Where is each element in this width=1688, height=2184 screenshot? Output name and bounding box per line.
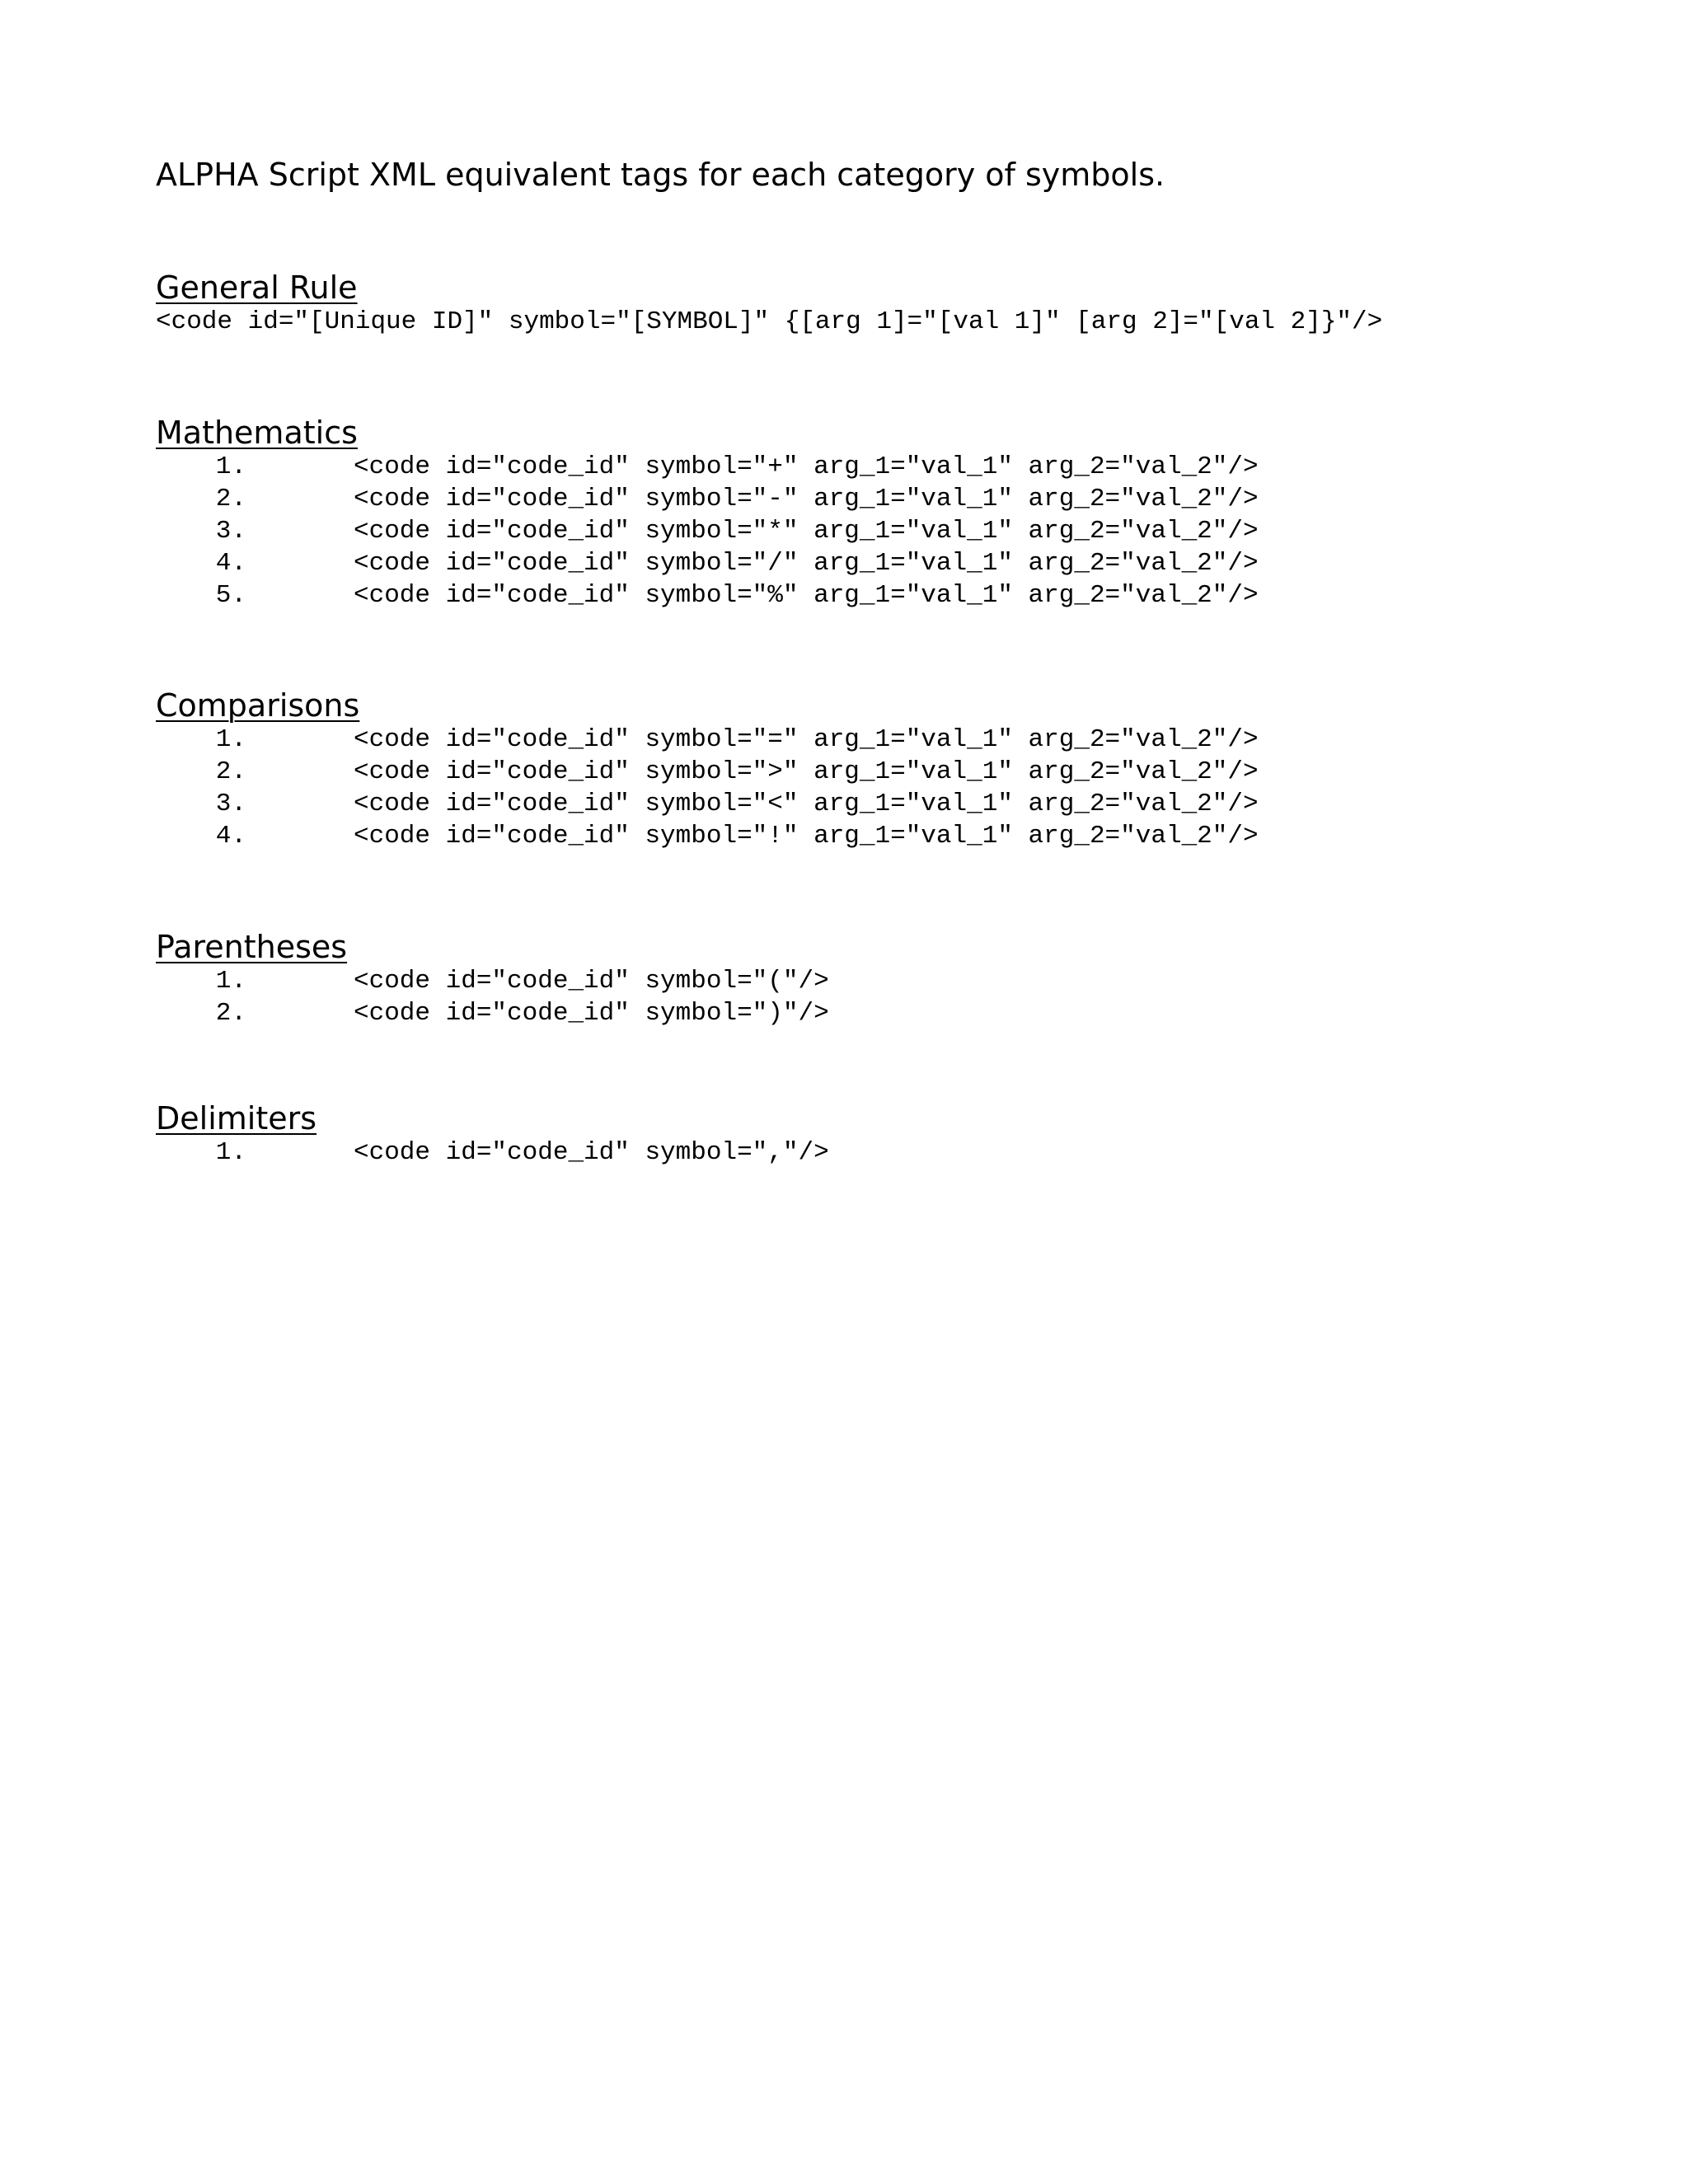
list-item-code: <code id="code_id" symbol=","/> — [354, 1138, 829, 1167]
list-item-number: 1. — [215, 725, 246, 754]
list-item — [156, 515, 1259, 547]
section-heading-comparisons: Comparisons — [156, 687, 360, 724]
list-item-number: 4. — [215, 549, 246, 578]
list-item-code: <code id="code_id" symbol="=" arg_1="val_1" arg_2="val_2"/> — [354, 725, 1259, 754]
section-heading-delimiters: Delimiters — [156, 1100, 317, 1137]
list-item-number: 2. — [215, 485, 246, 513]
section-comparisons — [156, 687, 1259, 852]
section-delimiters — [156, 1100, 829, 1169]
list-item-number: 1. — [215, 967, 246, 996]
list-item-code: <code id="code_id" symbol="-" arg_1="val_1" arg_2="val_2"/> — [354, 485, 1259, 513]
list-item — [156, 451, 1259, 483]
section-general-rule — [156, 269, 1382, 338]
list-item-code: <code id="code_id" symbol="<" arg_1="val_1" arg_2="val_2"/> — [354, 790, 1259, 818]
list-item — [156, 547, 1259, 579]
list-item — [156, 965, 829, 997]
list-item-number: 3. — [215, 517, 246, 546]
document-title: ALPHA Script XML equivalent tags for each category of symbols. — [156, 157, 1165, 193]
delimiters-list — [156, 1137, 829, 1169]
section-heading-parentheses: Parentheses — [156, 929, 348, 965]
section-heading-mathematics: Mathematics — [156, 415, 358, 451]
list-item — [156, 788, 1259, 820]
list-item-number: 1. — [215, 452, 246, 481]
list-item-code: <code id="code_id" symbol=")"/> — [354, 999, 829, 1028]
list-item-number: 4. — [215, 822, 246, 851]
comparisons-list — [156, 724, 1259, 852]
general-rule-code-line: <code id="[Unique ID]" symbol="[SYMBOL]" {[arg 1]="[val 1]" [arg 2]="[val 2]}"/> — [156, 307, 1383, 336]
list-item-number: 2. — [215, 999, 246, 1028]
parentheses-list — [156, 965, 829, 1029]
list-item-code: <code id="code_id" symbol="*" arg_1="val_1" arg_2="val_2"/> — [354, 517, 1259, 546]
list-item-code: <code id="code_id" symbol="%" arg_1="val_1" arg_2="val_2"/> — [354, 581, 1259, 610]
list-item — [156, 820, 1259, 852]
mathematics-list — [156, 451, 1259, 612]
list-item-number: 1. — [215, 1138, 246, 1167]
list-item-number: 2. — [215, 757, 246, 786]
list-item-code: <code id="code_id" symbol=">" arg_1="val_1" arg_2="val_2"/> — [354, 757, 1259, 786]
list-item-code: <code id="code_id" symbol="/" arg_1="val_1" arg_2="val_2"/> — [354, 549, 1259, 578]
section-parentheses — [156, 929, 829, 1029]
list-item — [156, 1137, 829, 1169]
list-item — [156, 483, 1259, 515]
list-item — [156, 756, 1259, 788]
list-item-code: <code id="code_id" symbol="+" arg_1="val_1" arg_2="val_2"/> — [354, 452, 1259, 481]
section-heading-general-rule: General Rule — [156, 269, 358, 306]
section-mathematics — [156, 415, 1259, 612]
list-item-number: 3. — [215, 790, 246, 818]
list-item — [156, 579, 1259, 612]
list-item — [156, 997, 829, 1029]
list-item-number: 5. — [215, 581, 246, 610]
list-item-code: <code id="code_id" symbol="!" arg_1="val_1" arg_2="val_2"/> — [354, 822, 1259, 851]
list-item — [156, 724, 1259, 756]
list-item-code: <code id="code_id" symbol="("/> — [354, 967, 829, 996]
